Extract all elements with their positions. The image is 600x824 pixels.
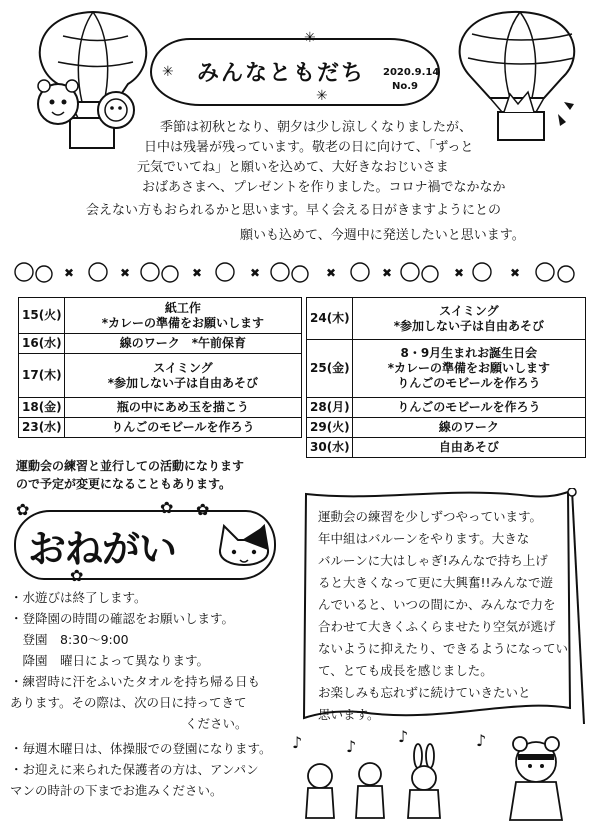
table-row xyxy=(19,398,302,418)
schedule-day: 29(火) xyxy=(307,418,353,438)
table-row xyxy=(19,298,302,334)
sports-day-line: 年中組はバルーンをやります。大きな xyxy=(318,531,530,546)
schedule-activity: 8・9月生まれお誕生日会 *カレーの準備をお願いします りんごのモビールを作ろう xyxy=(352,340,585,398)
flower-icon: ✿ xyxy=(160,498,174,517)
schedule-day: 16(水) xyxy=(19,334,65,354)
svg-text:✖: ✖ xyxy=(120,266,131,280)
schedule-day: 30(水) xyxy=(307,438,353,458)
intro-line: 元気でいてね」と願いを込めて、大好きなおじいさま xyxy=(137,160,449,175)
flower-icon: ✿ xyxy=(16,500,30,519)
hot-air-balloon-left-illustration xyxy=(18,6,168,156)
svg-text:✖: ✖ xyxy=(510,266,521,280)
sparkle-icon: ✳ xyxy=(162,64,174,80)
newsletter-title: みんなともだち xyxy=(197,61,366,86)
svg-text:✖: ✖ xyxy=(192,266,203,280)
schedule-activity: 瓶の中にあめ玉を描こう xyxy=(64,398,301,418)
table-row xyxy=(307,340,586,398)
table-row xyxy=(19,354,302,398)
sports-day-line: ると大きくなって更に大興奮!!みんなで遊 xyxy=(318,575,554,590)
svg-text:♪: ♪ xyxy=(398,727,409,746)
schedule-activity: りんごのモビールを作ろう xyxy=(352,398,585,418)
schedule-day: 28(月) xyxy=(307,398,353,418)
intro-line: おばあさまへ、プレゼントを作りました。コロナ禍でなかなか xyxy=(142,180,506,195)
sports-day-line: ないように抑えたり、できるようになってい xyxy=(318,641,569,656)
sports-day-line: て、とても成長を感じました。 xyxy=(318,663,493,678)
schedule-activity: 紙工作 *カレーの準備をお願いします xyxy=(64,298,301,334)
svg-text:✖: ✖ xyxy=(64,266,75,280)
schedule-day: 25(金) xyxy=(307,340,353,398)
schedule-notice-line: ので予定が変更になることもあります。 xyxy=(16,477,232,491)
sports-day-line: バルーンに大はしゃぎ!みんなで持ち上げ xyxy=(318,553,548,568)
onegai-heading: おねがい xyxy=(28,526,177,571)
onegai-item: 登園 8:30～9:00 xyxy=(10,632,129,647)
onegai-item: ・練習時に汗をふいたタオルを持ち帰る日も xyxy=(10,674,261,689)
sports-day-line: お楽しみも忘れずに続けていきたいと xyxy=(318,685,531,700)
issue-number: No.9 xyxy=(392,81,418,92)
onegai-item: ・水遊びは終了します。 xyxy=(10,590,147,605)
sparkle-icon: ✳ xyxy=(316,88,328,104)
onegai-item: マンの時計の下までお進みください。 xyxy=(10,783,223,798)
svg-text:✖: ✖ xyxy=(326,266,337,280)
schedule-activity: 線のワーク *午前保育 xyxy=(64,334,301,354)
onegai-item: ・登降園の時間の確認をお願いします。 xyxy=(10,611,235,626)
sports-day-line: 合わせて大きくふくらませたり空気が逃げ xyxy=(318,619,556,634)
kids-and-flowers-divider xyxy=(10,256,590,288)
table-row xyxy=(307,438,586,458)
svg-text:♪: ♪ xyxy=(476,731,487,750)
table-row xyxy=(19,418,302,438)
flower-icon: ✿ xyxy=(70,566,84,585)
intro-line: 会えない方もおられるかと思います。早く会える日がきますようにとの xyxy=(86,203,501,218)
table-row xyxy=(307,298,586,340)
intro-line: 願いも込めて、今週中に発送したいと思います。 xyxy=(240,228,525,243)
onegai-item: ・お迎えに来られた保護者の方は、アンパン xyxy=(10,762,259,777)
intro-line: 季節は初秋となり、朝夕は少し涼しくなりましたが、 xyxy=(160,120,473,135)
svg-text:♪: ♪ xyxy=(346,737,357,756)
cat-illustration xyxy=(212,520,276,580)
schedule-activity: スイミング *参加しない子は自由あそび xyxy=(352,298,585,340)
svg-text:♪: ♪ xyxy=(292,733,303,752)
onegai-item: ください。 xyxy=(10,716,248,731)
schedule-activity: 自由あそび xyxy=(352,438,585,458)
schedule-day: 15(火) xyxy=(19,298,65,334)
intro-line: 日中は残暑が残っています。敬老の日に向けて、「ずっと xyxy=(144,140,474,155)
cheering-animals-illustration xyxy=(290,726,590,822)
onegai-item: あります。その際は、次の日に持ってきて xyxy=(10,695,247,710)
table-row xyxy=(19,334,302,354)
sports-day-line: 思います。 xyxy=(318,707,380,722)
schedule-notice-line: 運動会の練習と並行しての活動になります xyxy=(16,459,245,473)
schedule-day: 24(木) xyxy=(307,298,353,340)
schedule-day: 18(金) xyxy=(19,398,65,418)
schedule-table-left xyxy=(18,297,302,438)
schedule-day: 17(木) xyxy=(19,354,65,398)
sports-day-line: 運動会の練習を少しずつやっています。 xyxy=(318,509,543,524)
onegai-item: ・毎週木曜日は、体操服での登園になります。 xyxy=(10,741,272,756)
table-row xyxy=(307,398,586,418)
schedule-table-right xyxy=(306,297,586,458)
schedule-activity: スイミング *参加しない子は自由あそび xyxy=(64,354,301,398)
schedule-activity: りんごのモビールを作ろう xyxy=(64,418,301,438)
sports-day-line: んでいると、いつの間にか、みんなで力を xyxy=(318,597,556,612)
svg-text:✖: ✖ xyxy=(250,266,261,280)
schedule-day: 23(水) xyxy=(19,418,65,438)
issue-date: 2020.9.14 xyxy=(383,67,440,78)
svg-text:✖: ✖ xyxy=(454,266,465,280)
svg-text:✖: ✖ xyxy=(382,266,393,280)
sparkle-icon: ✳ xyxy=(304,30,316,46)
flower-icon: ✿ xyxy=(196,500,210,519)
onegai-item: 降園 曜日によって異なります。 xyxy=(10,653,210,668)
table-row xyxy=(307,418,586,438)
schedule-activity: 線のワーク xyxy=(352,418,585,438)
